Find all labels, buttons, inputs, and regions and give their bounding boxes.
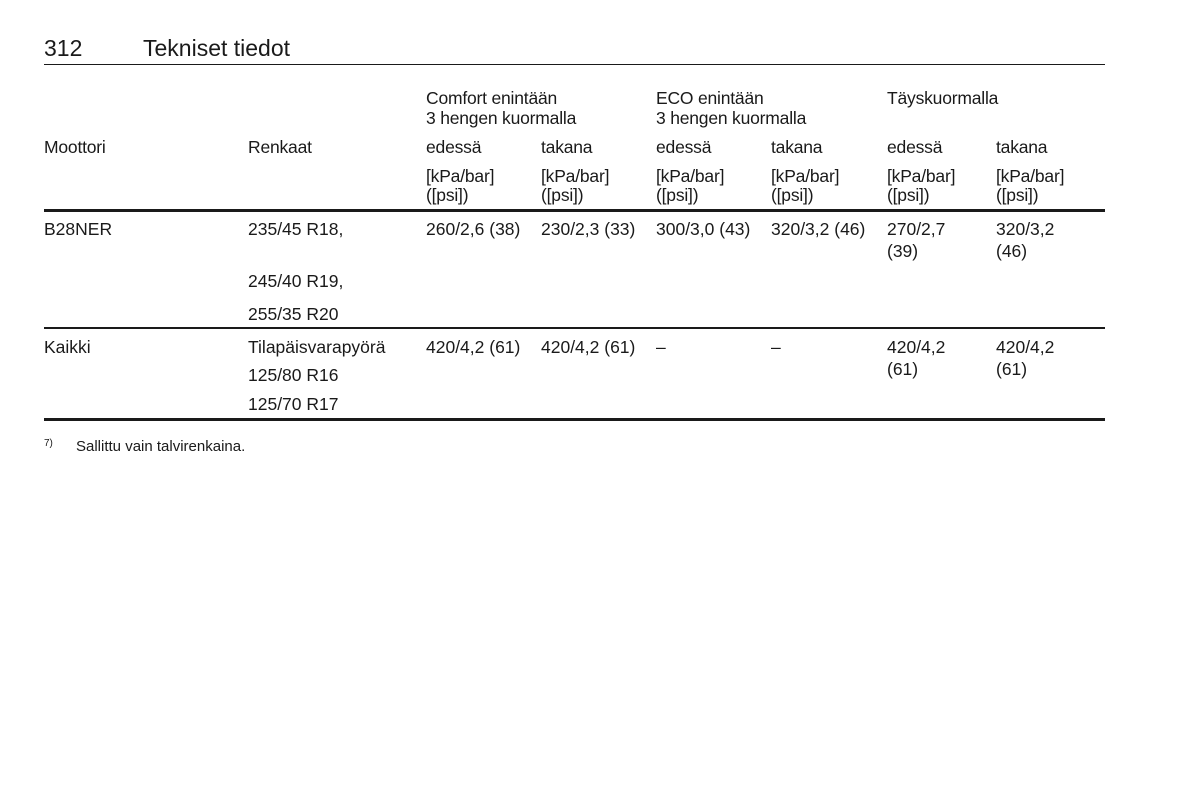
col-header-full-rear: takana bbox=[996, 137, 1048, 157]
unit-eco-front-l2: ([psi]) bbox=[656, 185, 699, 205]
col-header-eco-rear: takana bbox=[771, 137, 823, 157]
col-header-full-front: edessä bbox=[887, 137, 943, 157]
page-number: 312 bbox=[44, 35, 83, 61]
row1-full-rear-l1: 320/3,2 bbox=[996, 219, 1055, 239]
group-header-comfort-line2: 3 hengen kuormalla bbox=[426, 108, 577, 128]
col-header-comfort-rear: takana bbox=[541, 137, 593, 157]
page-title: Tekniset tiedot bbox=[143, 35, 291, 61]
row1-comfort-rear: 230/2,3 (33) bbox=[541, 219, 636, 239]
row2-comfort-front: 420/4,2 (61) bbox=[426, 337, 521, 357]
row2-eco-front: – bbox=[656, 337, 666, 357]
row1-tyre-3: 255/35 R20 bbox=[248, 304, 339, 324]
unit-eco-front-l1: [kPa/bar] bbox=[656, 166, 725, 186]
col-header-comfort-front: edessä bbox=[426, 137, 482, 157]
row2-full-rear-l1: 420/4,2 bbox=[996, 337, 1055, 357]
row2-full-front-l1: 420/4,2 bbox=[887, 337, 946, 357]
row2-full-rear-l2: (61) bbox=[996, 359, 1028, 379]
row2-comfort-rear: 420/4,2 (61) bbox=[541, 337, 636, 357]
group-header-eco-line2: 3 hengen kuormalla bbox=[656, 108, 807, 128]
row1-tyre-1: 235/45 R18, bbox=[248, 219, 344, 239]
row2-tyre-3: 125/70 R17 bbox=[248, 394, 339, 414]
row2-tyre-1: Tilapäisvarapyörä bbox=[248, 337, 386, 357]
unit-eco-rear-l1: [kPa/bar] bbox=[771, 166, 840, 186]
unit-comfort-rear-l1: [kPa/bar] bbox=[541, 166, 610, 186]
row1-eco-rear: 320/3,2 (46) bbox=[771, 219, 866, 239]
unit-full-front-l1: [kPa/bar] bbox=[887, 166, 956, 186]
row1-full-front-l1: 270/2,7 bbox=[887, 219, 946, 239]
row1-eco-front: 300/3,0 (43) bbox=[656, 219, 751, 239]
page-header bbox=[44, 34, 1105, 65]
footnote-text: Sallittu vain talvirenkaina. bbox=[76, 438, 246, 455]
row2-eco-rear: – bbox=[771, 337, 781, 357]
row1-tyre-2: 245/40 R19, bbox=[248, 271, 344, 291]
col-header-eco-front: edessä bbox=[656, 137, 712, 157]
row1-full-rear-l2: (46) bbox=[996, 241, 1028, 261]
group-header-eco-line1: ECO enintään bbox=[656, 88, 764, 108]
footnote-marker: 7) bbox=[44, 438, 53, 449]
row1-full-front-l2: (39) bbox=[887, 241, 919, 261]
row2-tyre-2: 125/80 R16 bbox=[248, 365, 339, 385]
unit-full-rear-l2: ([psi]) bbox=[996, 185, 1039, 205]
row1-comfort-front: 260/2,6 (38) bbox=[426, 219, 521, 239]
table-bottom-rule bbox=[44, 418, 1105, 421]
col-header-tyres: Renkaat bbox=[248, 137, 312, 157]
row-divider bbox=[44, 327, 1105, 329]
footnote bbox=[44, 437, 246, 459]
unit-full-rear-l1: [kPa/bar] bbox=[996, 166, 1065, 186]
unit-comfort-rear-l2: ([psi]) bbox=[541, 185, 584, 205]
header-rule bbox=[44, 209, 1105, 212]
unit-full-front-l2: ([psi]) bbox=[887, 185, 930, 205]
col-header-engine: Moottori bbox=[44, 137, 106, 157]
row2-engine: Kaikki bbox=[44, 337, 91, 357]
group-header-full: Täyskuormalla bbox=[887, 88, 999, 108]
unit-eco-rear-l2: ([psi]) bbox=[771, 185, 814, 205]
row2-full-front-l2: (61) bbox=[887, 359, 919, 379]
group-header-comfort-line1: Comfort enintään bbox=[426, 88, 558, 108]
unit-comfort-front-l2: ([psi]) bbox=[426, 185, 469, 205]
unit-comfort-front-l1: [kPa/bar] bbox=[426, 166, 495, 186]
row1-engine: B28NER bbox=[44, 219, 113, 239]
